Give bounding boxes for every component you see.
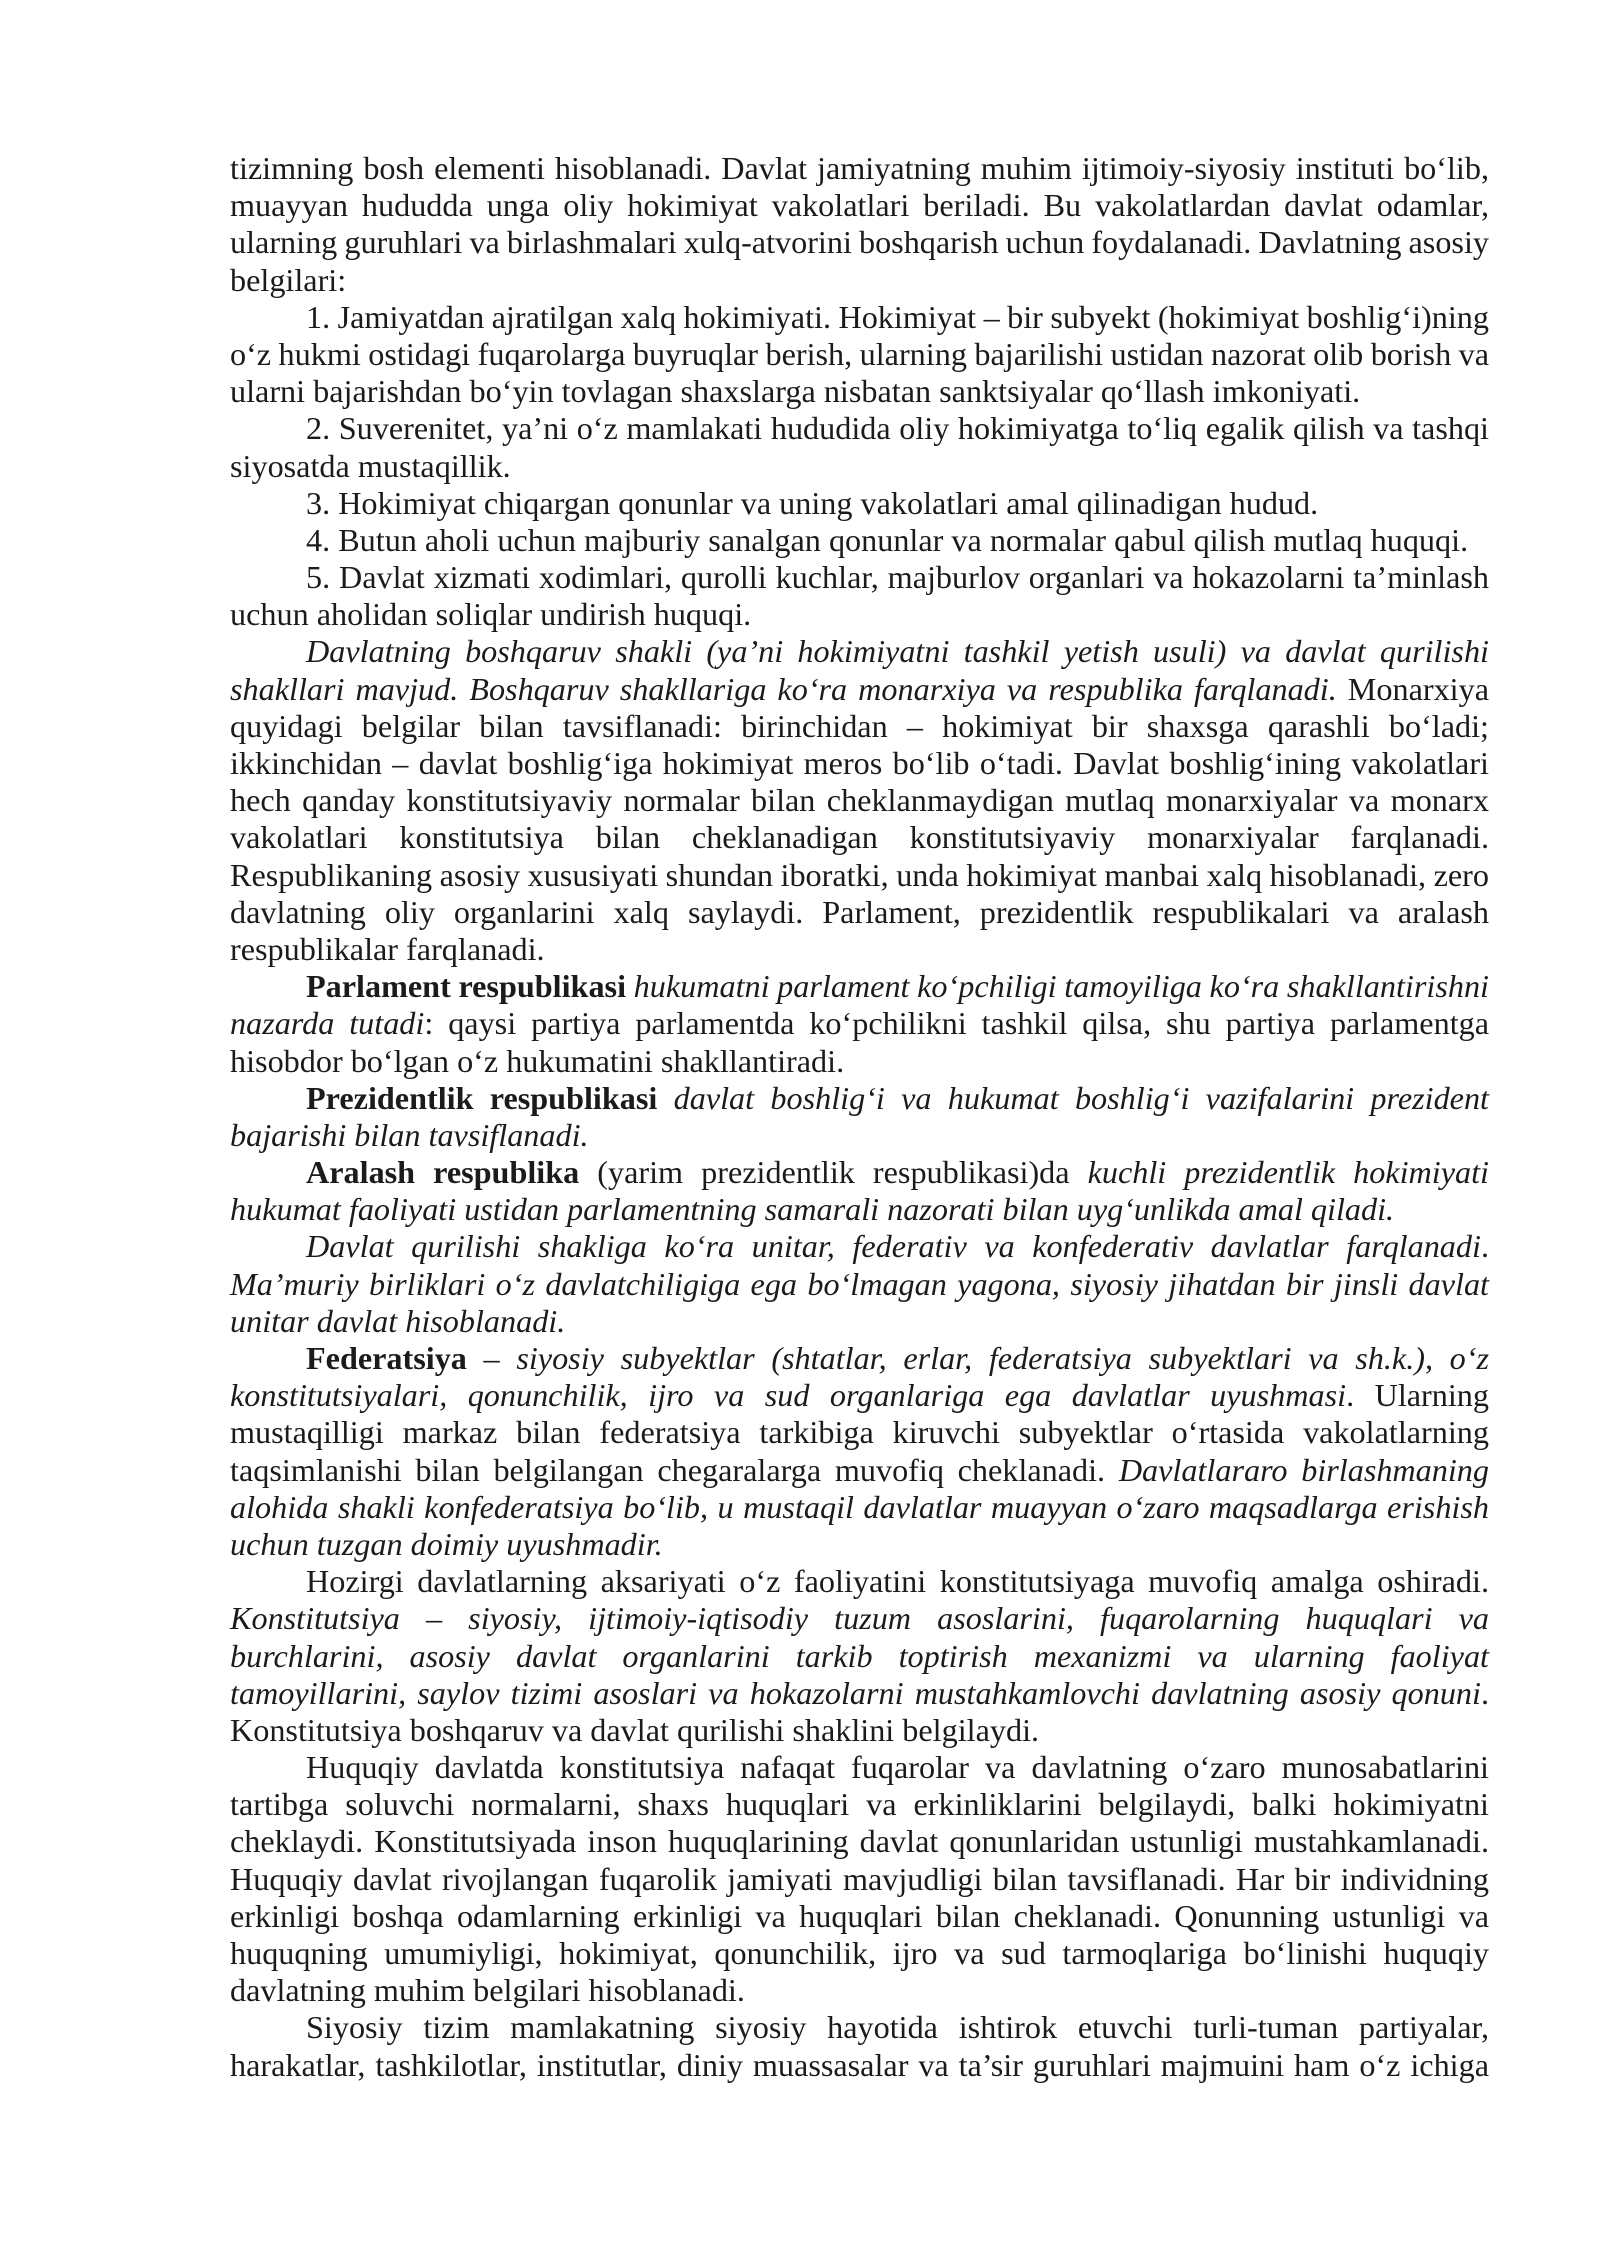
text-line xyxy=(230,1452,1489,1489)
italic-text: konstitutsiyalari, qonunchilik, ijro va sud organlariga ega davlatlar uyushmasi xyxy=(230,1377,1347,1414)
italic-text: alohida shakli konfederatsiya bo‘lib, u mustaqil davlatlar muayyan o‘zaro maqsadlarga erishish xyxy=(230,1488,1489,1525)
text-line xyxy=(230,1972,1489,2009)
italic-text: uchun tuzgan doimiy uyushmadir. xyxy=(230,1525,663,1562)
text-line xyxy=(230,1377,1489,1414)
text-line xyxy=(230,1861,1489,1898)
paragraph xyxy=(230,1228,1489,1340)
paragraph xyxy=(230,299,1489,411)
text-line xyxy=(230,1526,1489,1563)
italic-text: hukumat faoliyati ustidan parlamentning samarali nazorati bilan uyg‘unlikda amal qiladi. xyxy=(230,1191,1395,1228)
paragraph xyxy=(230,633,1489,968)
text-line xyxy=(230,819,1489,856)
text-run: erkinligi boshqa odamlarning erkinligi va huquqlari bilan cheklanadi. Qonunning ustunligi va xyxy=(230,1897,1489,1934)
bold-term: Aralash respublika xyxy=(306,1154,580,1191)
text-run: quyidagi belgilar bilan tavsiflanadi: birinchidan – hokimiyat bir shaxsga qarashli bo‘ladi; xyxy=(230,707,1489,744)
text-run: o‘z hukmi ostidagi fuqarolarga buyruqlar berish, ularning bajarilishi ustidan nazorat olib borish va xyxy=(230,335,1489,372)
text-line xyxy=(230,1675,1489,1712)
text-line xyxy=(230,931,1489,968)
text-run: ularning guruhlari va birlashmalari xulq-atvorini boshqarish uchun foydalanadi. Davlatning asosiy xyxy=(230,224,1489,261)
text-run: belgilari: xyxy=(230,261,347,298)
text-line xyxy=(230,1898,1489,1935)
text-line xyxy=(230,1489,1489,1526)
text-run: huquqning umumiyligi, hokimiyat, qonunchilik, ijro va sud tarmoqlariga bo‘linishi huquqiy xyxy=(230,1935,1489,1971)
text-line xyxy=(230,187,1489,224)
paragraph xyxy=(230,2009,1489,2083)
text-line xyxy=(230,1935,1489,1972)
body-text xyxy=(230,150,1489,2084)
text-run: davlatning oliy organlarini xalq saylaydi. Parlament, prezidentlik respublikalari va aralash xyxy=(230,893,1489,930)
text-line xyxy=(230,522,1489,559)
text-line xyxy=(230,1786,1489,1823)
text-run: davlatning muhim belgilari hisoblanadi. xyxy=(230,1972,745,2009)
text-run: tizimning bosh elementi hisoblanadi. Davlat jamiyatning muhim ijtimoiy-siyosiy instituti bo‘lib, xyxy=(230,150,1489,186)
paragraph xyxy=(230,1749,1489,2009)
text-line xyxy=(230,671,1489,708)
paragraph xyxy=(230,559,1489,633)
text-line xyxy=(230,2009,1489,2046)
italic-text: hukumatni parlament ko‘pchiligi tamoyiliga ko‘ra shakllantirishni xyxy=(626,968,1489,1005)
italic-text: Konstitutsiya – siyosiy, ijtimoiy-iqtisodiy tuzum asoslarini, fuqarolarning huquqlari va xyxy=(230,1600,1489,1637)
italic-text: kuchli prezidentlik hokimiyati xyxy=(1087,1154,1489,1191)
bold-term: Parlament respublikasi xyxy=(306,968,627,1005)
text-line xyxy=(230,150,1489,187)
text-run: (yarim prezidentlik respublikasi)da xyxy=(579,1154,1088,1191)
text-run: vakolatlari konstitutsiya bilan cheklanadigan konstitutsiyaviy monarxiyalar farqlanadi. xyxy=(230,819,1489,856)
paragraph xyxy=(230,150,1489,299)
italic-text: davlat boshlig‘i va hukumat boshlig‘i vazifalarini prezident xyxy=(657,1079,1489,1116)
italic-text: Ma’muriy birliklari o‘z davlatchiligiga ega bo‘lmagan yagona, siyosiy jihatdan bir jinsli davlat xyxy=(230,1265,1489,1302)
paragraph xyxy=(230,968,1489,1080)
italic-text: nazarda tutadi xyxy=(230,1005,425,1042)
text-run: 2. Suverenitet, ya’ni o‘z mamlakati hududida oliy hokimiyatga to‘liq egalik qilish va tashqi xyxy=(306,410,1489,447)
text-line xyxy=(230,596,1489,633)
text-run: uchun aholidan soliqlar undirish huquqi. xyxy=(230,596,752,633)
text-line xyxy=(230,894,1489,931)
paragraph xyxy=(230,1154,1489,1228)
paragraph xyxy=(230,485,1489,522)
text-run: mustaqilligi markaz bilan federatsiya tarkibiga kiruvchi subyektlar o‘rtasida vakolatlarning xyxy=(230,1414,1489,1451)
italic-text: bajarishi bilan tavsiflanadi. xyxy=(230,1116,589,1153)
text-line xyxy=(230,633,1489,670)
text-line xyxy=(230,1638,1489,1675)
text-run: 3. Hokimiyat chiqargan qonunlar va uning vakolatlari amal qilinadigan hudud. xyxy=(306,484,1319,521)
text-run: muayyan hududda unga oliy hokimiyat vakolatlari beriladi. Bu vakolatlardan davlat odamlar, xyxy=(230,187,1489,224)
text-line xyxy=(230,1191,1489,1228)
text-line xyxy=(230,1154,1489,1191)
paragraph xyxy=(230,522,1489,559)
text-run: 4. Butun aholi uchun majburiy sanalgan qonunlar va normalar qabul qilish mutlaq huquqi. xyxy=(306,521,1469,558)
text-run: Huquqiy davlatda konstitutsiya nafaqat fuqarolar va davlatning o‘zaro munosabatlarini xyxy=(306,1749,1489,1786)
text-line xyxy=(230,2047,1489,2084)
text-run: 5. Davlat xizmati xodimlari, qurolli kuchlar, majburlov organlari va hokazolarni ta’minlash xyxy=(306,559,1489,596)
text-line xyxy=(230,1080,1489,1117)
text-line xyxy=(230,745,1489,782)
text-run: hisobdor bo‘lgan o‘z hukumatini shakllantiradi. xyxy=(230,1042,845,1079)
text-run: : qaysi partiya parlamentda ko‘pchilikni tashkil qilsa, shu partiya parlamentga xyxy=(424,1005,1490,1042)
text-line xyxy=(230,559,1489,596)
italic-text: Davlat qurilishi shakliga ko‘ra unitar, federativ va konfederativ davlatlar farqlanadi xyxy=(306,1228,1481,1265)
text-run: – xyxy=(466,1340,517,1376)
text-line xyxy=(230,1749,1489,1786)
bold-term: Federatsiya xyxy=(306,1340,467,1376)
text-line xyxy=(230,1823,1489,1860)
text-line xyxy=(230,1414,1489,1451)
text-run: hech qanday konstitutsiyaviy normalar bilan cheklanmaydigan mutlaq monarxiyalar va monarx xyxy=(230,782,1489,819)
text-line xyxy=(230,1303,1489,1340)
text-run: ikkinchidan – davlat boshlig‘iga hokimiyat meros bo‘lib o‘tadi. Davlat boshlig‘ining vakolatlari xyxy=(230,745,1489,781)
text-line xyxy=(230,968,1489,1005)
italic-text: shakllari mavjud. Boshqaruv shakllariga ko‘ra monarxiya va respublika farqlanadi. xyxy=(230,670,1337,707)
text-run: ularni bajarishdan bo‘yin tovlagan shaxslarga nisbatan sanktsiyalar qo‘llash imkoniyati. xyxy=(230,373,1361,410)
text-line xyxy=(230,782,1489,819)
text-line xyxy=(230,1228,1489,1265)
text-line xyxy=(230,262,1489,299)
text-run: respublikalar farqlanadi. xyxy=(230,930,545,967)
text-run: Huquqiy davlat rivojlangan fuqarolik jamiyati mavjudligi bilan tavsiflanadi. Har bir individning xyxy=(230,1860,1489,1897)
text-run: tartibga soluvchi normalarni, shaxs huquqlari va erkinliklarini belgilaydi, balki hokimiyatni xyxy=(230,1786,1489,1823)
text-run: 1. Jamiyatdan ajratilgan xalq hokimiyati. Hokimiyat – bir subyekt (hokimiyat boshlig‘i)ning xyxy=(306,298,1489,335)
text-line xyxy=(230,1340,1489,1377)
text-line xyxy=(230,1563,1489,1600)
text-line xyxy=(230,485,1489,522)
text-line xyxy=(230,373,1489,410)
text-run: Hozirgi davlatlarning aksariyati o‘z faoliyatini konstitutsiyaga muvofiq amalga oshiradi. xyxy=(306,1563,1489,1600)
text-line xyxy=(230,410,1489,447)
italic-text: unitar davlat hisoblanadi. xyxy=(230,1302,566,1339)
text-run: Siyosiy tizim mamlakatning siyosiy hayotida ishtirok etuvchi turli-tuman partiyalar, xyxy=(306,2009,1489,2046)
bold-term: Prezidentlik respublikasi xyxy=(306,1079,658,1116)
text-run: Monarxiya xyxy=(1336,670,1489,707)
paragraph xyxy=(230,410,1489,484)
text-line xyxy=(230,336,1489,373)
text-line xyxy=(230,1117,1489,1154)
text-line xyxy=(230,1043,1489,1080)
text-line xyxy=(230,1005,1489,1042)
text-line xyxy=(230,299,1489,336)
text-run: cheklaydi. Konstitutsiyada inson huquqlarining davlat qonunlaridan ustunligi mustahkamlanadi. xyxy=(230,1823,1489,1860)
text-run: siyosatda mustaqillik. xyxy=(230,447,511,484)
italic-text: Davlatlararo birlashmaning xyxy=(1118,1451,1489,1488)
text-line xyxy=(230,708,1489,745)
text-line xyxy=(230,224,1489,261)
text-line xyxy=(230,1712,1489,1749)
text-line xyxy=(230,1266,1489,1303)
paragraph xyxy=(230,1340,1489,1563)
text-run: Respublikaning asosiy xususiyati shundan iboratki, unda hokimiyat manbai xalq hisoblanadi, zero xyxy=(230,856,1489,893)
text-run: Konstitutsiya boshqaruv va davlat qurilishi shaklini belgilaydi. xyxy=(230,1711,1040,1748)
italic-text: tamoyillarini, saylov tizimi asoslari va hokazolarni mustahkamlovchi davlatning asosiy qonuni xyxy=(230,1674,1481,1711)
text-run: . Ularning xyxy=(1346,1377,1489,1414)
text-line xyxy=(230,448,1489,485)
text-run: taqsimlanishi bilan belgilangan chegaralarga muvofiq cheklanadi. xyxy=(230,1451,1119,1488)
italic-text: burchlarini, asosiy davlat organlarini tarkib toptirish mexanizmi va ularning faoliyat xyxy=(230,1637,1489,1674)
text-run: . xyxy=(1480,1228,1489,1265)
text-line xyxy=(230,1600,1489,1637)
text-run: . xyxy=(1480,1674,1489,1711)
text-line xyxy=(230,857,1489,894)
italic-text: Davlatning boshqaruv shakli (ya’ni hokimiyatni tashkil yetish usuli) va davlat qurilishi xyxy=(306,633,1489,670)
paragraph xyxy=(230,1080,1489,1154)
text-run: harakatlar, tashkilotlar, institutlar, diniy muassasalar va ta’sir guruhlari majmuini ham o‘z ichiga xyxy=(230,2046,1489,2083)
paragraph xyxy=(230,1563,1489,1749)
italic-text: siyosiy subyektlar (shtatlar, erlar, federatsiya subyektlari va sh.k.), o‘z xyxy=(516,1340,1490,1376)
